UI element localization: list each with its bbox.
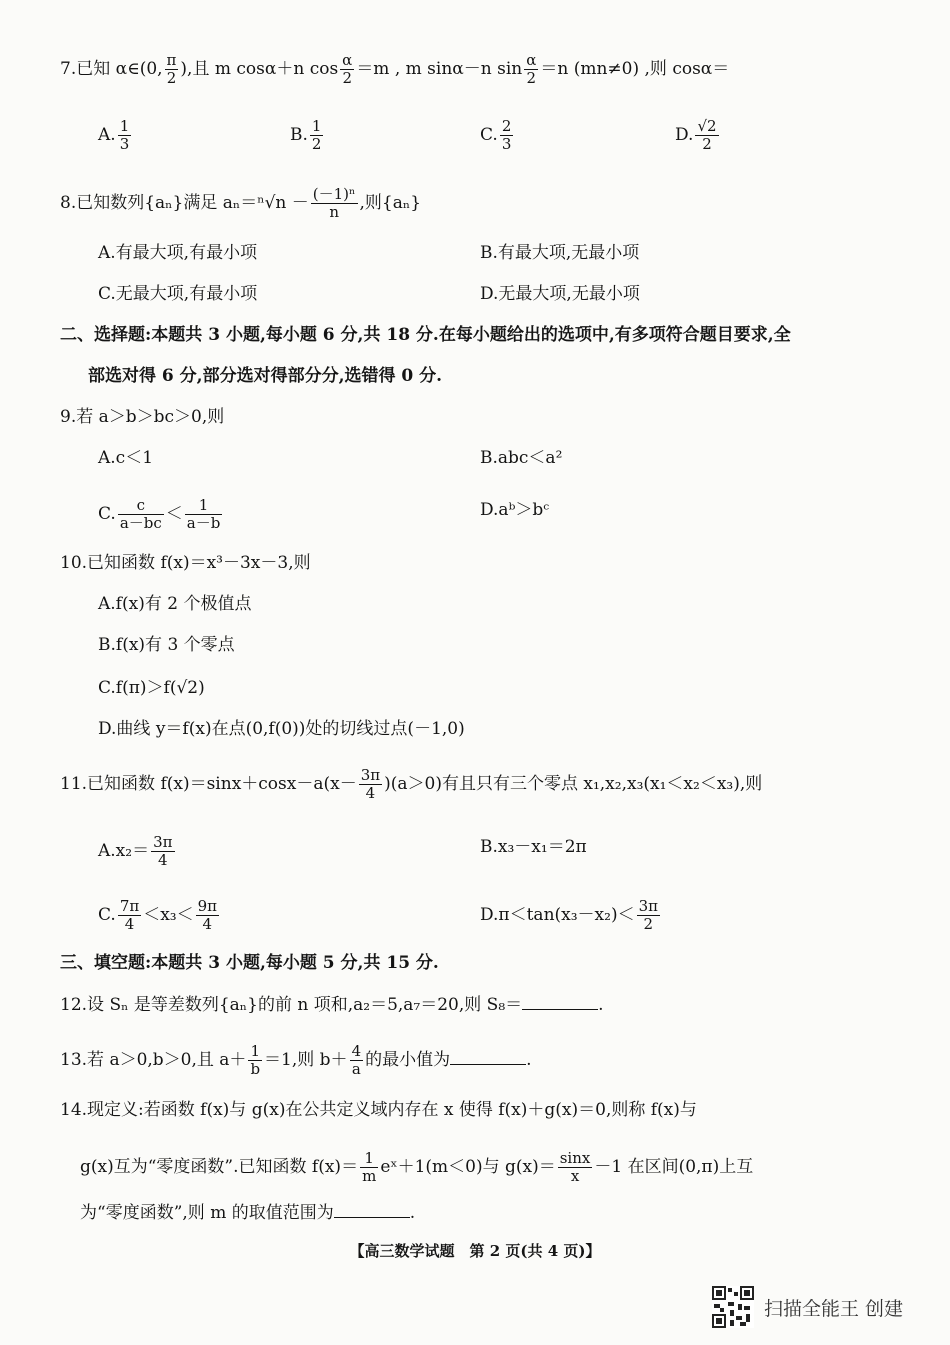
q9-option-a: A.c＜1	[98, 448, 154, 468]
q8-option-b: B.有最大项,无最小项	[480, 243, 640, 263]
q8-option-d: D.无最大项,无最小项	[480, 284, 640, 304]
q14-line3: 为“零度函数”,则 m 的取值范围为 .	[80, 1203, 416, 1223]
section3-header: 三、填空题:本题共 3 小题,每小题 5 分,共 15 分.	[60, 953, 439, 973]
q12-answer-blank[interactable]	[522, 993, 598, 1010]
q11-option-a: A.x₂＝ $\frac{3\pi}{4}$	[98, 833, 173, 869]
q11-option-b: B.x₃－x₁＝2π	[480, 837, 587, 857]
page-footer: 【高三数学试题 第 2 页(共 4 页)】	[349, 1242, 601, 1260]
q14-line1: 14.现定义:若函数 f(x)与 g(x)在公共定义域内存在 x 使得 f(x)＋g(x)＝0,则称 f(x)与	[60, 1100, 697, 1120]
q12-stem: 12.设 Sₙ 是等差数列{aₙ}的前 n 项和,a₂＝5,a₇＝20,则 S₈＝ .	[60, 995, 604, 1015]
q7-stem: 7.已知 α∈(0, $\frac{\pi}{2}$ ),且 m cosα＋n cos $\frac{\alpha}{2}$ ＝m , m sinα－n sin $\frac{\alpha}{2}$ ＝n (mn≠0) ,则 cosα＝	[60, 51, 730, 87]
q8-stem: 8.已知数列{aₙ}满足 aₙ＝ⁿ√n － $\frac{\text{(－1)ⁿ}}{n}$ ,则{aₙ}	[60, 185, 422, 221]
q11-option-c: C. $\frac{7\pi}{4}$ ＜x₃＜ $\frac{9\pi}{4}$	[98, 897, 218, 933]
q11-stem: 11.已知函数 f(x)＝sinx＋cosx－a(x－ $\frac{3\pi}{4}$ )(a＞0)有且只有三个零点 x₁,x₂,x₃(x₁＜x₂＜x₃),则	[60, 766, 763, 802]
q10-option-a: A.f(x)有 2 个极值点	[98, 594, 252, 614]
q10-stem: 10.已知函数 f(x)＝x³－3x－3,则	[60, 553, 311, 573]
q8-option-c: C.无最大项,有最小项	[98, 284, 258, 304]
q8-option-a: A.有最大项,有最小项	[98, 243, 258, 263]
q10-option-c: C.f(π)＞f(√2)	[98, 678, 205, 698]
q11-option-d: D.π＜tan(x₃－x₂)＜ $\frac{3\pi}{2}$	[480, 897, 658, 933]
scanner-watermark: 扫描全能王 创建	[764, 1298, 904, 1320]
q9-option-b: B.abc＜a²	[480, 448, 563, 468]
q7-option-d: D. $\frac{√2}{2}$	[675, 117, 717, 153]
q9-option-d: D.aᵇ＞bᶜ	[480, 500, 550, 520]
q14-line2: g(x)互为“零度函数”.已知函数 f(x)＝ $\frac{1}{m}$ eˣ＋1(m＜0)与 g(x)＝ $\frac{\sin x}{x}$ －1 在区间(0,π)上互	[80, 1149, 754, 1185]
q10-option-b: B.f(x)有 3 个零点	[98, 635, 235, 655]
q13-stem: 13.若 a＞0,b＞0,且 a＋ $\frac{1}{b}$ ＝1,则 b＋ $\frac{4}{a}$ 的最小值为 .	[60, 1042, 532, 1078]
q14-answer-blank[interactable]	[334, 1201, 410, 1218]
q9-stem: 9.若 a＞b＞bc＞0,则	[60, 407, 225, 427]
section2-header-line1: 二、选择题:本题共 3 小题,每小题 6 分,共 18 分.在每小题给出的选项中,有多项符合题目要求,全	[60, 325, 791, 345]
q9-option-c: C. $\frac{c}{a-bc}$ ＜ $\frac{1}{a-b}$	[98, 496, 221, 532]
q7-option-c: C. $\frac{2}{3}$	[480, 117, 512, 153]
q13-answer-blank[interactable]	[450, 1048, 526, 1065]
q7-option-a: A. $\frac{1}{3}$	[98, 117, 130, 153]
qr-code-icon	[712, 1286, 754, 1328]
section2-header-line2: 部选对得 6 分,部分选对得部分分,选错得 0 分.	[88, 366, 443, 386]
q10-option-d: D.曲线 y＝f(x)在点(0,f(0))处的切线过点(－1,0)	[98, 719, 465, 739]
q7-option-b: B. $\frac{1}{2}$	[290, 117, 322, 153]
